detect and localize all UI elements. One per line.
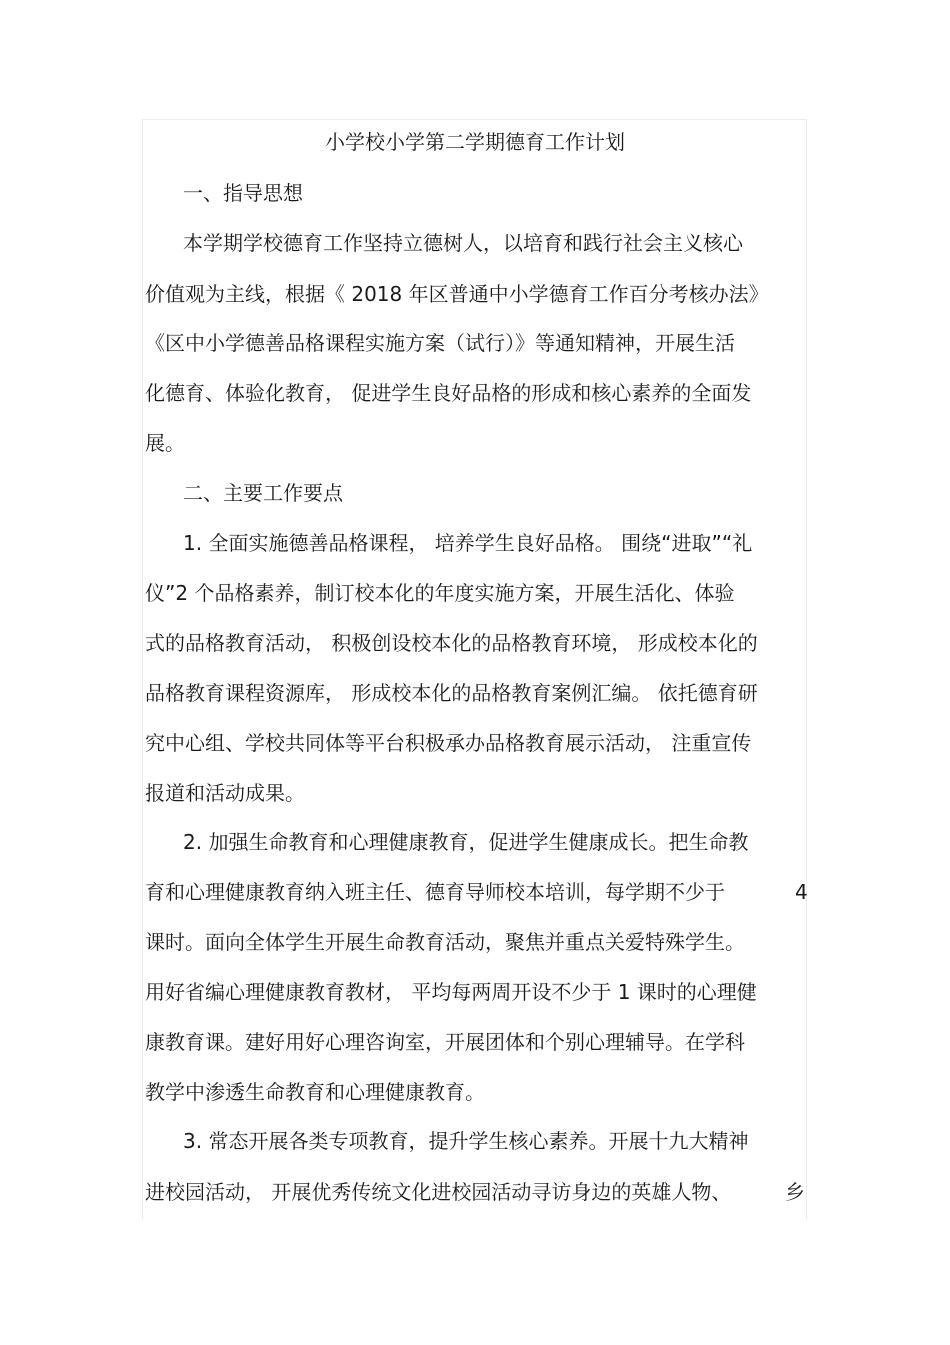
item1-line: 式的品格教育活动， 积极创设校本化的品格教育环境， 形成校本化的 [145, 631, 758, 655]
section-heading-main-points: 二、主要工作要点 [183, 481, 343, 505]
item2-line: 2. 加强生命教育和心理健康教育，促进学生健康成长。把生命教 [183, 830, 749, 854]
item2-line: 用好省编心理健康教育教材， 平均每两周开设不少于 1 课时的心理健 [145, 980, 757, 1004]
paragraph-line: 本学期学校德育工作坚持立德树人，以培育和践行社会主义核心 [183, 231, 743, 255]
item2-line: 育和心理健康教育纳入班主任、德育导师校本培训，每学期不少于 [145, 880, 725, 904]
item2-line-end-number: 4 [795, 880, 808, 904]
item3-line: 进校园活动， 开展优秀传统文化进校园活动寻访身边的英雄人物、 [145, 1180, 732, 1204]
item1-line: 报道和活动成果。 [145, 781, 305, 805]
item1-line: 1. 全面实施德善品格课程， 培养学生良好品格。 围绕“进取”“礼 [183, 531, 753, 555]
section-heading-guiding-ideology: 一、指导思想 [183, 181, 303, 205]
item2-line: 教学中渗透生命教育和心理健康教育。 [145, 1080, 485, 1104]
item3-line-end-char: 乡 [785, 1180, 805, 1204]
paragraph-line: 化德育、体验化教育， 促进学生良好品格的形成和核心素养的全面发 [145, 381, 752, 405]
item2-line: 课时。面向全体学生开展生命教育活动，聚焦并重点关爱特殊学生。 [145, 930, 745, 954]
item1-line: 品格教育课程资源库， 形成校本化的品格教育案例汇编。 依托德育研 [145, 681, 758, 705]
document-title: 小学校小学第二学期德育工作计划 [325, 130, 625, 154]
item1-line: 仪”2 个品格素养，制订校本化的年度实施方案，开展生活化、体验 [145, 581, 735, 605]
paragraph-line: 展。 [145, 431, 185, 455]
paragraph-line: 《区中小学德善品格课程实施方案（试行）》等通知精神，开展生活 [145, 331, 735, 355]
item2-line: 康教育课。建好用好心理咨询室，开展团体和个别心理辅导。在学科 [145, 1030, 745, 1054]
item1-line: 究中心组、学校共同体等平台积极承办品格教育展示活动， 注重宣传 [145, 731, 752, 755]
paragraph-line: 价值观为主线，根据《 2018 年区普通中小学德育工作百分考核办法》 [145, 282, 769, 306]
item3-line: 3. 常态开展各类专项教育，提升学生核心素养。开展十九大精神 [183, 1129, 749, 1153]
